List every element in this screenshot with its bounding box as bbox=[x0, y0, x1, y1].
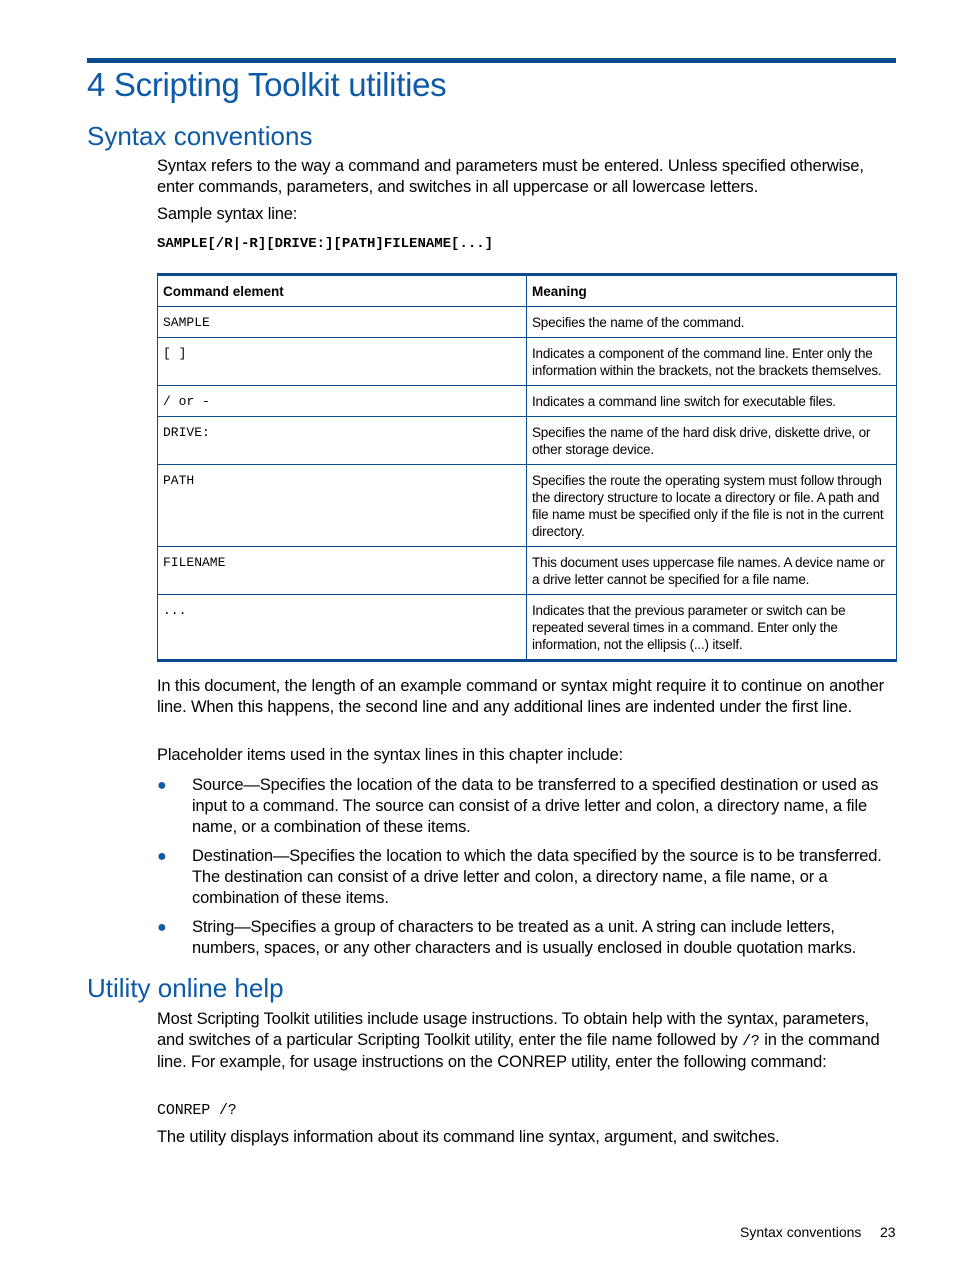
example-command: CONREP /? bbox=[157, 1102, 237, 1119]
table-cell-meaning: Indicates a component of the command line. Enter only the information within the brackets, not the brackets themselves. bbox=[527, 338, 897, 386]
section-heading-syntax-conventions: Syntax conventions bbox=[87, 121, 313, 151]
table-row bbox=[158, 595, 897, 661]
placeholder-list bbox=[157, 775, 897, 967]
list-item-text: Destination—Specifies the location to which the data specified by the source is to be transferred. The destination can consist of a drive letter and colon, a directory name, a file name, or a combination of these items. bbox=[192, 847, 882, 907]
table-row bbox=[158, 465, 897, 547]
table-cell-element: ... bbox=[158, 595, 527, 661]
command-elements-table bbox=[157, 273, 897, 662]
table-cell-element: FILENAME bbox=[158, 547, 527, 595]
table-row bbox=[158, 307, 897, 338]
table-header-meaning: Meaning bbox=[527, 275, 897, 307]
table-row bbox=[158, 547, 897, 595]
table-row bbox=[158, 338, 897, 386]
bullet-icon: ● bbox=[157, 848, 167, 865]
footer-page-number: 23 bbox=[880, 1224, 896, 1240]
list-item-text: Source—Specifies the location of the data to be transferred to a specified destination or used as input to a command. The source can consist of a drive letter and colon, a directory name, a file name, or a combination of these items. bbox=[192, 776, 879, 836]
table-row bbox=[158, 386, 897, 417]
help-switch-code: /? bbox=[742, 1033, 760, 1050]
chapter-title: 4 Scripting Toolkit utilities bbox=[87, 66, 447, 103]
table-row bbox=[158, 417, 897, 465]
table-cell-meaning: Specifies the route the operating system must follow through the directory structure to locate a directory or file. A path and file name must be specified only if the file is not in the current directory. bbox=[527, 465, 897, 547]
placeholder-intro-paragraph: Placeholder items used in the syntax lines in this chapter include: bbox=[157, 746, 623, 764]
table-cell-meaning: This document uses uppercase file names. A device name or a drive letter cannot be specified for a file name. bbox=[527, 547, 897, 595]
online-help-text-a: Most Scripting Toolkit utilities include usage instructions. To obtain help with the syntax, parameters, and switches of a particular Scripting Toolkit utility, enter the file name followed by bbox=[157, 1010, 869, 1049]
table-cell-meaning: Indicates a command line switch for executable files. bbox=[527, 386, 897, 417]
continuation-paragraph: In this document, the length of an example command or syntax might require it to continue on another line. When this happens, the second line and any additional lines are indented under the first line. bbox=[157, 677, 885, 716]
online-help-paragraph bbox=[157, 1009, 897, 1073]
table-header-element: Command element bbox=[158, 275, 527, 307]
syntax-intro-paragraph: Syntax refers to the way a command and parameters must be entered. Unless specified otherwise, enter commands, parameters, and switches in all uppercase or all lowercase letters. bbox=[157, 157, 864, 196]
list-item bbox=[157, 775, 897, 838]
online-help-text-b: in the command line. For example, for usage instructions on the CONREP utility, enter the following command: bbox=[157, 1031, 880, 1071]
table-cell-meaning: Specifies the name of the command. bbox=[527, 307, 897, 338]
table-cell-meaning: Specifies the name of the hard disk drive, diskette drive, or other storage device. bbox=[527, 417, 897, 465]
table-header-row bbox=[158, 275, 897, 307]
sample-syntax-line: SAMPLE[/R|-R][DRIVE:][PATH]FILENAME[...] bbox=[157, 236, 494, 252]
table-cell-element: SAMPLE bbox=[158, 307, 527, 338]
table-cell-meaning: Indicates that the previous parameter or switch can be repeated several times in a command. Enter only the information, not the ellipsis (...) itself. bbox=[527, 595, 897, 661]
table-cell-element: DRIVE: bbox=[158, 417, 527, 465]
bullet-icon: ● bbox=[157, 919, 167, 936]
section-heading-utility-online-help: Utility online help bbox=[87, 973, 284, 1003]
sample-syntax-label: Sample syntax line: bbox=[157, 205, 298, 223]
list-item bbox=[157, 917, 897, 959]
table-cell-element: PATH bbox=[158, 465, 527, 547]
footer-section-name: Syntax conventions bbox=[740, 1224, 862, 1240]
bullet-icon: ● bbox=[157, 777, 167, 794]
table-cell-element: / or - bbox=[158, 386, 527, 417]
list-item-text: String—Specifies a group of characters to be treated as a unit. A string can include letters, numbers, spaces, or any other characters and is usually enclosed in double quotation marks. bbox=[192, 918, 857, 957]
list-item bbox=[157, 846, 897, 909]
closing-paragraph: The utility displays information about its command line syntax, argument, and switches. bbox=[157, 1128, 780, 1146]
table-cell-element: [ ] bbox=[158, 338, 527, 386]
